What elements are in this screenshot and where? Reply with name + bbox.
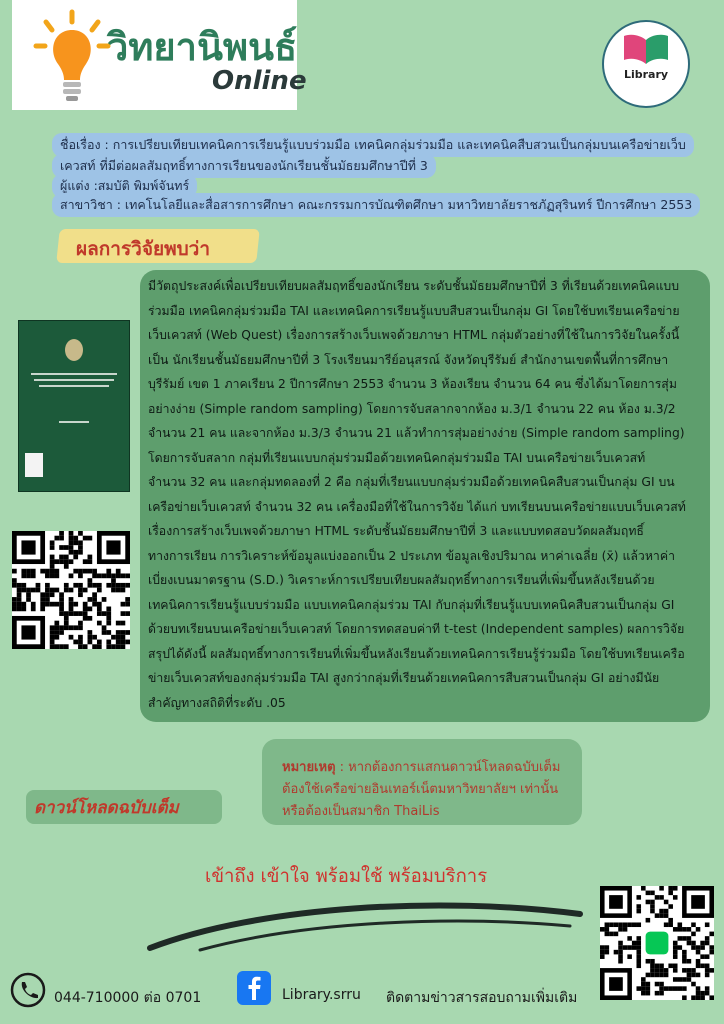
facebook-icon [236,970,272,1006]
abstract-line: อย่างง่าย (Simple random sampling) โดยการจับสลากจากห้อง ม.3/1 จำนวน 22 คน ห้อง ม.3/2 [148,401,676,416]
cover-text-line [59,421,89,423]
university-seal [65,339,83,361]
thesis-author: ผู้แต่ง :สมบัติ พิมพ์จันทร์ [52,174,197,198]
abstract-line: บุรีรัมย์ เขต 1 ภาคเรียน 2 ปีการศึกษา 2553 จำนวน 3 ห้องเรียน จำนวน 64 คน ซึ่งได้มาโดยการสุ่ม [148,377,677,391]
abstract-line: เครือข่ายเว็บเควสท์ จำนวน 32 คน เครื่องมือที่ใช้ในการวิจัย ได้แก่ บทเรียนบนเครือข่ายแบบเว็บเควสท์ [148,499,686,514]
cover-text-line [39,385,109,387]
results-heading: ผลการวิจัยพบว่า [76,238,211,260]
line-icon [646,932,669,955]
logo-title-online: Online [212,66,307,96]
abstract-line: ด้วยบทเรียนบนเครือข่ายเว็บเควสท์ โดยการทดสอบค่าที t-test (Independent samples) ผลการวิจัย [148,622,685,636]
cover-sticker [25,453,43,477]
thesis-cover-image [18,320,130,492]
slogan: เข้าถึง เข้าใจ พร้อมใช้ พร้อมบริการ [205,866,488,887]
thesis-title-line-1: ชื่อเรื่อง : การเปรียบเทียบเทคนิคการเรียนรู้แบบร่วมมือ เทคนิคกลุ่มร่วมมือ และเทคนิคสืบสวนเป็นกลุ่มบนเครือข่ายเว็บ [52,133,694,157]
note-text [282,757,582,823]
note-label: หมายเหตุ [282,760,336,775]
cover-text-line [34,379,114,381]
abstract-text [148,274,708,715]
logo-title-thai: วิทยานิพนธ์ [107,24,298,69]
abstract-line: จำนวน 32 คน และกลุ่มทดลองที่ 2 คือ กลุ่มที่เรียนแบบกลุ่มร่วมมือด้วยเทคนิคสืบสวนเป็นกลุ่ม GI บน [148,475,675,489]
abstract-line: โดยการจับสลาก กลุ่มที่เรียนแบบกลุ่มร่วมมือด้วยเทคนิคกลุ่มร่วมมือ TAI บนเครือข่ายเว็บเควสท์ [148,450,646,465]
line-qr-code[interactable] [600,886,714,1000]
phone-number[interactable]: 044-710000 ต่อ 0701 [54,990,202,1006]
thesis-title-line-2: เควสท์ ที่มีต่อผลสัมฤทธิ์ทางการเรียนของนักเรียนชั้นมัธยมศึกษาปีที่ 3 [52,154,436,178]
note-body: : หากต้องการแสกนดาวน์โหลดฉบับเต็มต้องใช้เครือข่ายอินเทอร์เน็ตมหาวิทยาลัยฯ เท่านั้น หรือต้องเป็นสมาชิก ThaiLis [282,760,561,819]
abstract-line: สรุปได้ดังนี้ ผลสัมฤทธิ์ทางการเรียนที่เพิ่มขึ้นหลังเรียนด้วยเทคนิคการเรียนรู้ร่วมมือ โดยใช้บทเรียนเครือ [148,646,685,661]
abstract-line: สำคัญทางสถิติที่ระดับ .05 [148,695,286,710]
thesis-program: สาขาวิชา : เทคโนโลยีและสื่อสารการศึกษา คณะกรรมการบัณฑิตศึกษา มหาวิทยาลัยราชภัฏสุรินทร์ ปีการศึกษา 2553 [52,193,700,217]
abstract-line: เป็น นักเรียนชั้นมัธยมศึกษาปีที่ 3 โรงเรียนมารีย์อนุสรณ์ จังหวัดบุรีรัมย์ สำนักงานเขตพื้นที่การศึกษา [148,352,669,367]
phone-icon [10,972,46,1008]
abstract-line: เว็บเควสท์ (Web Quest) เรื่องการสร้างเว็บเพจด้วยภาษา HTML กลุ่มตัวอย่างที่ใช้ในการวิจัยในครั้งนี้ [148,328,680,342]
open-book-icon [621,32,671,66]
abstract-line: เทคนิคการเรียนรู้แบบร่วมมือ แบบเทคนิคกลุ่มร่วม TAI กับกลุ่มที่เรียนรู้แบบเทคนิคสืบสวนเป็นกลุ่ม GI [148,597,675,612]
lightbulb-icon [32,8,112,108]
library-badge[interactable] [602,20,690,108]
decorative-swoosh [140,888,590,958]
download-button-label[interactable]: ดาวน์โหลดฉบับเต็ม [34,798,179,818]
abstract-line: ทางการเรียน การวิเคราะห์ข้อมูลแบ่งออกเป็น 2 ประเภท ข้อมูลเชิงปริมาณ หาค่าเฉลี่ย (x̄) แล้วหาค่า [148,548,675,563]
abstract-line: ข่ายเว็บเควสท์ของกลุ่มร่วมมือ TAI สูงกว่ากลุ่มที่เรียนด้วยเทคนิคการสืบสวนเป็นกลุ่ม GI อย่างมีนัย [148,671,660,685]
follow-text: ติดตามข่าวสารสอบถามเพิ่มเติม [386,990,578,1006]
abstract-line: มีวัตถุประสงค์เพื่อเปรียบเทียบผลสัมฤทธิ์ของนักเรียน ระดับชั้นมัธยมศึกษาปีที่ 3 ที่เรียนด้วยเทคนิคแบบ [148,279,680,293]
abstract-line: เบี่ยงเบนมาตรฐาน (S.D.) วิเคราะห์การเปรียบเทียบผลสัมฤทธิ์ทางการเรียนที่เพิ่มขึ้นหลังเรียนด้วย [148,573,655,587]
abstract-line: เรื่องการสร้างเว็บเพจด้วยภาษา HTML ระดับชั้นมัธยมศึกษาปีที่ 3 และแบบทดสอบวัดผลสัมฤทธิ์ [148,524,644,538]
download-qr-code[interactable] [12,531,130,649]
thesis-online-logo [12,0,307,110]
abstract-line: จำนวน 21 คน และจากห้อง ม.3/3 จำนวน 21 แล้วทำการสุ่มอย่างง่าย (Simple random sampling) [148,426,685,440]
facebook-page[interactable]: Library.srru [282,987,361,1003]
cover-text-line [31,373,117,375]
abstract-line: ร่วมมือ เทคนิคกลุ่มร่วมมือ TAI และเทคนิคการเรียนรู้แบบสืบสวนเป็นกลุ่ม GI โดยใช้บทเรียนเครือข่าย [148,303,680,318]
library-badge-label: Library [623,68,669,81]
